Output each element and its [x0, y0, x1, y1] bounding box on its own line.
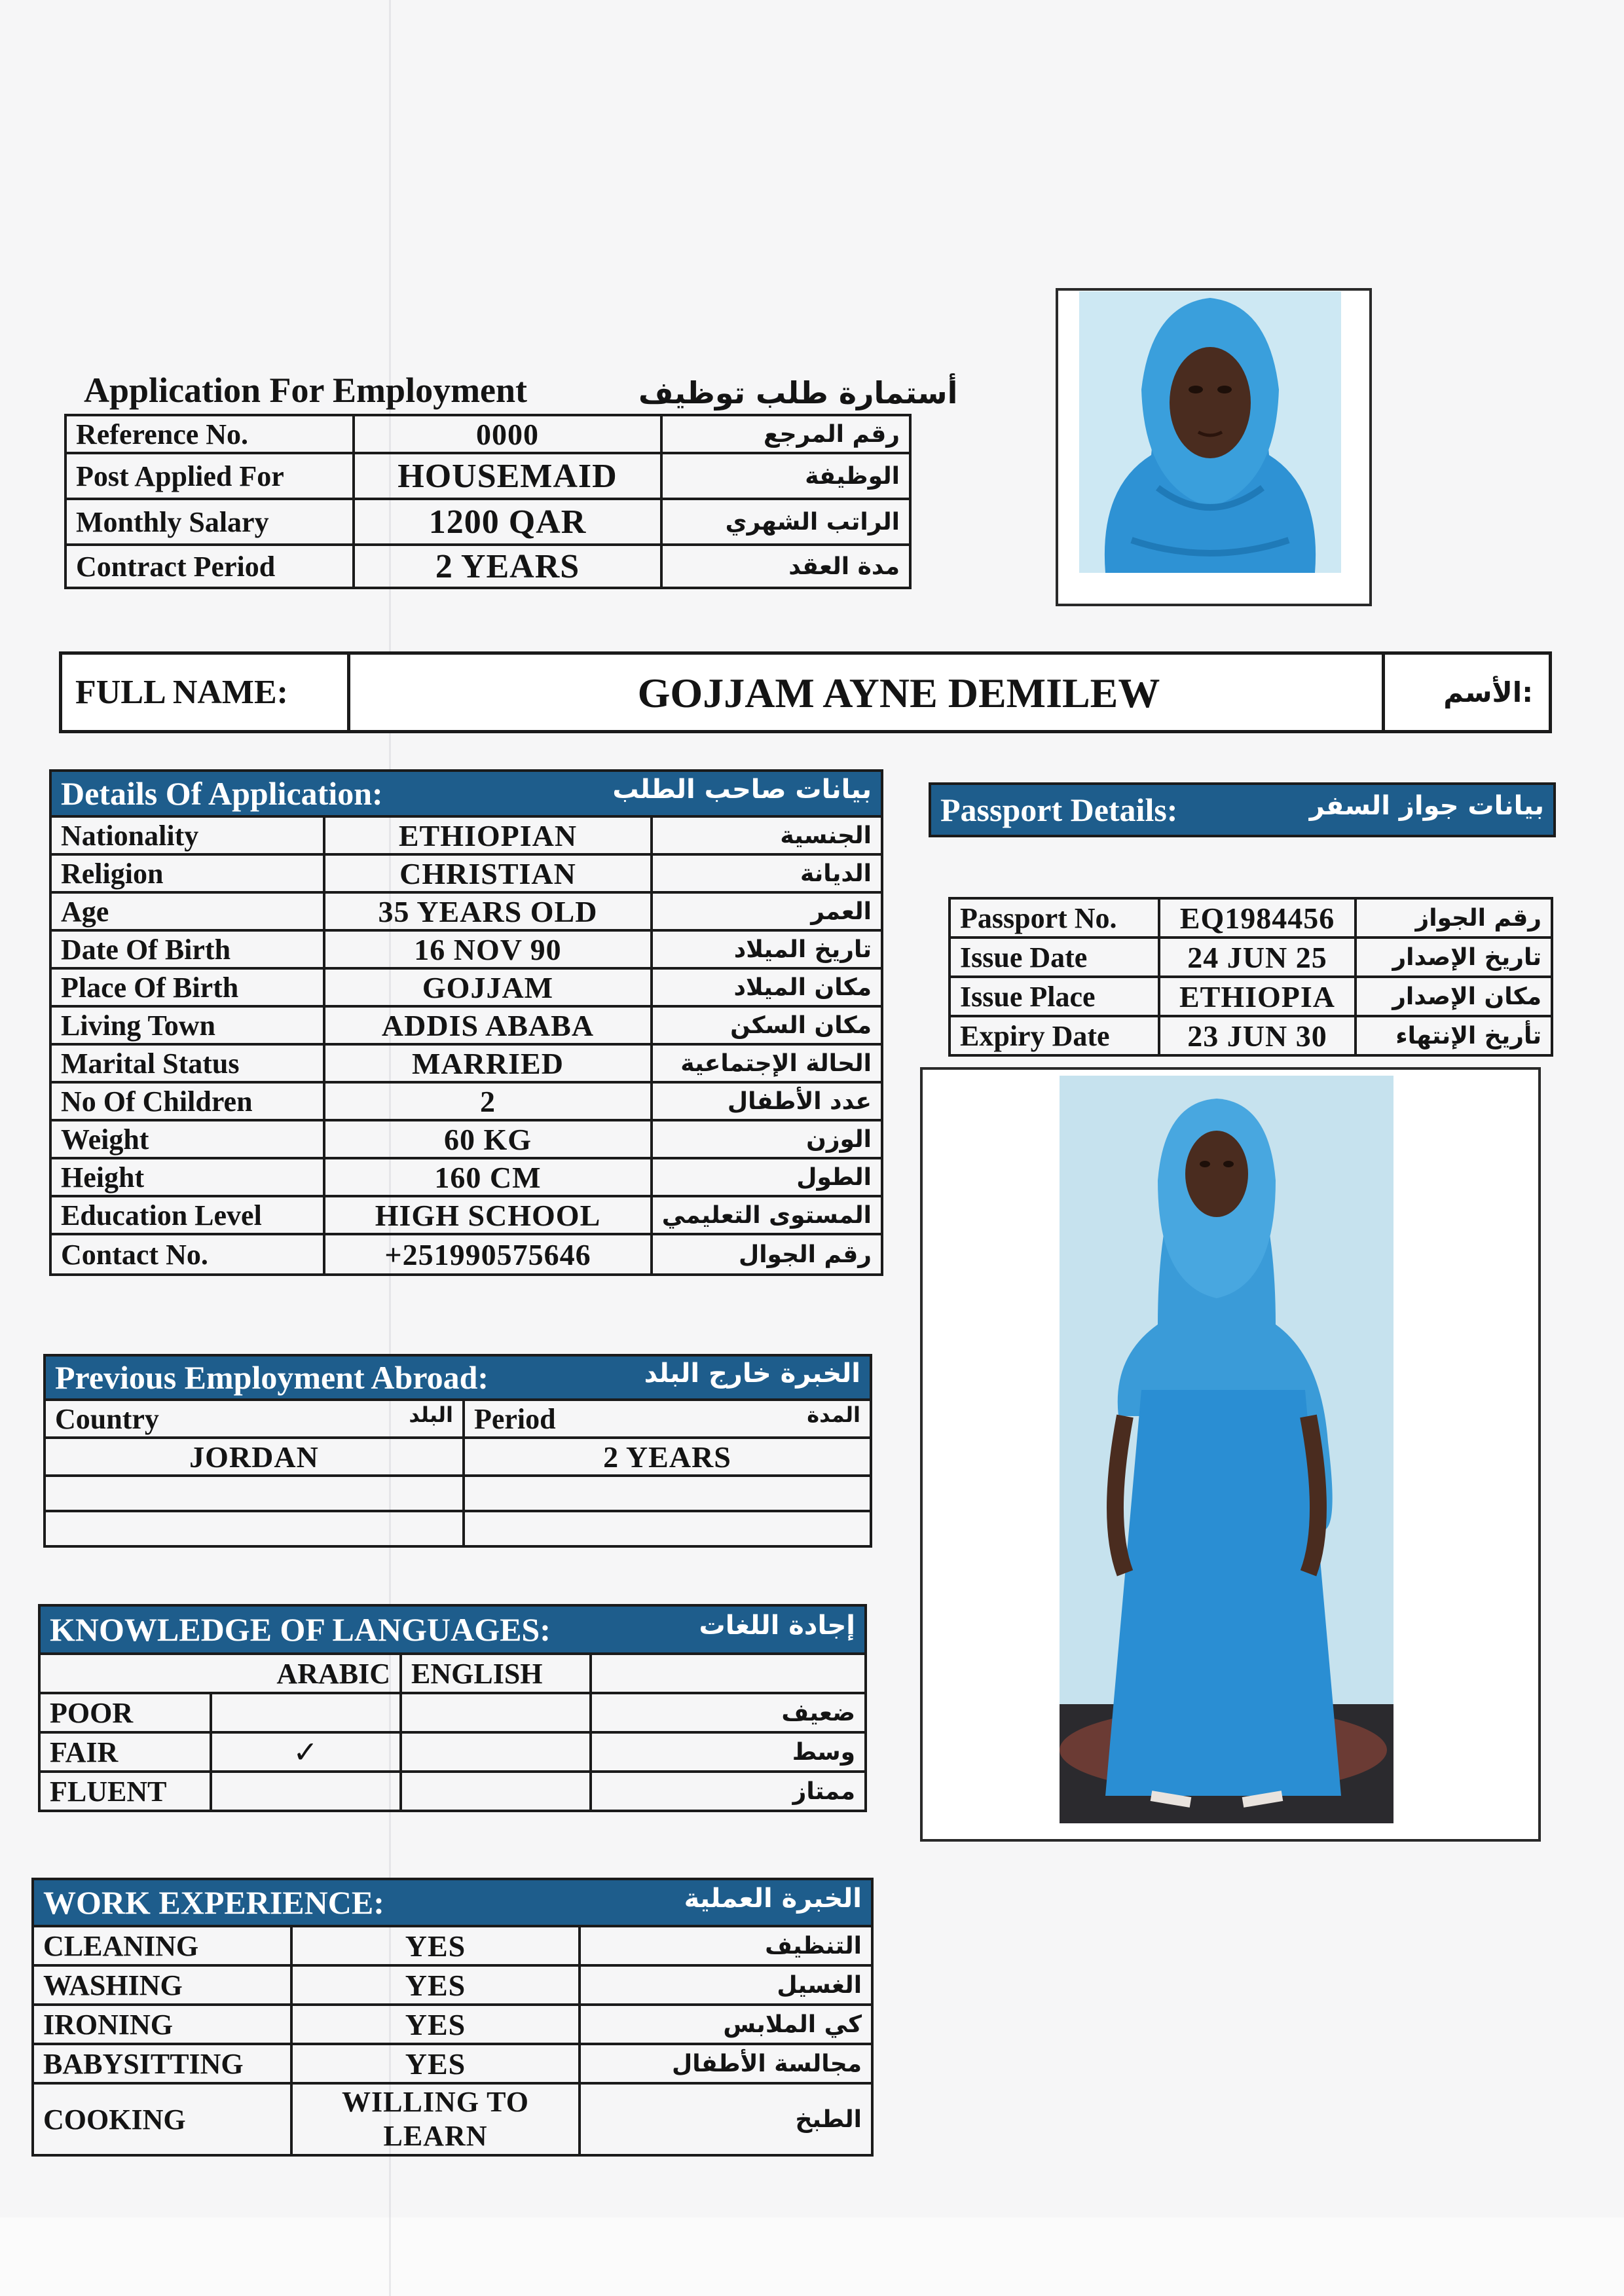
- table-row: [50, 1006, 882, 1044]
- arabic-fluent-checkbox: [211, 1772, 401, 1811]
- previous-employment-title-ar: الخبرة خارج البلد: [644, 1358, 860, 1389]
- country-header-label: Country: [55, 1402, 159, 1435]
- reference-label: Reference No.: [65, 415, 354, 453]
- arabic-fair-checkmark: ✓: [211, 1732, 401, 1772]
- table-row: [50, 930, 882, 968]
- arabic-column-header: ARABIC: [211, 1654, 401, 1693]
- expiry-date-value: 23 JUN 30: [1159, 1016, 1356, 1055]
- table-row: [950, 938, 1552, 977]
- living-town-label: Living Town: [50, 1006, 324, 1044]
- passport-no-label: Passport No.: [950, 898, 1159, 938]
- babysitting-label: BABYSITTING: [33, 2044, 291, 2083]
- issue-date-value: 24 JUN 25: [1159, 938, 1356, 977]
- english-poor-checkbox: [401, 1693, 591, 1732]
- cooking-value: WILLING TO LEARN: [291, 2083, 580, 2155]
- religion-value: CHRISTIAN: [324, 854, 652, 892]
- age-label: Age: [50, 892, 324, 930]
- contract-label-ar: مدة العقد: [661, 545, 910, 588]
- top-info-table: [64, 414, 912, 589]
- marital-status-label-ar: الحالة الإجتماعية: [652, 1044, 882, 1082]
- passport-header: [929, 782, 1556, 837]
- weight-label: Weight: [50, 1120, 324, 1158]
- contract-value: 2 YEARS: [354, 545, 661, 588]
- post-value: HOUSEMAID: [354, 453, 661, 499]
- table-row: [45, 1438, 871, 1476]
- full-name-label: FULL NAME:: [62, 655, 350, 730]
- washing-label: WASHING: [33, 1965, 291, 2005]
- issue-place-label-ar: مكان الإصدار: [1356, 977, 1552, 1016]
- table-row: [50, 1082, 882, 1120]
- salary-label: Monthly Salary: [65, 499, 354, 545]
- table-row: [50, 1120, 882, 1158]
- form-title: Application For Employment: [84, 371, 528, 410]
- details-header: [50, 771, 882, 816]
- babysitting-label-ar: مجالسة الأطفال: [580, 2044, 872, 2083]
- english-fair-checkbox: [401, 1732, 591, 1772]
- cooking-label-ar: الطبخ: [580, 2083, 872, 2155]
- details-header-row: [50, 771, 882, 816]
- work-experience-title: WORK EXPERIENCE:: [43, 1884, 384, 1921]
- table-row: [950, 977, 1552, 1016]
- table-row: [65, 499, 910, 545]
- weight-value: 60 KG: [324, 1120, 652, 1158]
- level-poor-label-ar: ضعيف: [591, 1693, 866, 1732]
- table-row: [33, 2044, 872, 2083]
- previous-employment-title: Previous Employment Abroad:: [55, 1359, 489, 1396]
- washing-value: YES: [291, 1965, 580, 2005]
- work-experience-title-ar: الخبرة العملية: [684, 1884, 862, 1914]
- languages-header-row: [39, 1605, 866, 1654]
- form-title-arabic: أستمارة طلب توظيف: [638, 375, 958, 410]
- living-town-label-ar: مكان السكن: [652, 1006, 882, 1044]
- previous-employment-header: [45, 1355, 871, 1400]
- details-header-title: Details Of Application:: [61, 775, 383, 812]
- passport-no-value: EQ1984456: [1159, 898, 1356, 938]
- table-row: [50, 1044, 882, 1082]
- table-row: [33, 1926, 872, 1965]
- empty-cell: [39, 1654, 211, 1693]
- portrait-photo: [1079, 291, 1341, 573]
- cooking-label: COOKING: [33, 2083, 291, 2155]
- table-row: [950, 1016, 1552, 1055]
- expiry-date-label-ar: تأريخ الإنتهاء: [1356, 1016, 1552, 1055]
- cleaning-value: YES: [291, 1926, 580, 1965]
- age-label-ar: العمر: [652, 892, 882, 930]
- contract-label: Contract Period: [65, 545, 354, 588]
- period-column-header: [464, 1400, 871, 1438]
- place-of-birth-label: Place Of Birth: [50, 968, 324, 1006]
- table-row: [50, 1234, 882, 1275]
- table-row: [65, 453, 910, 499]
- full-name-label-ar: الأسم:: [1382, 655, 1549, 730]
- salary-value: 1200 QAR: [354, 499, 661, 545]
- table-row: [50, 816, 882, 854]
- post-label-ar: الوظيفة: [661, 453, 910, 499]
- salary-label-ar: الراتب الشهري: [661, 499, 910, 545]
- table-row: [33, 2005, 872, 2044]
- period-header-label-ar: المدة: [807, 1402, 860, 1427]
- contact-label-ar: رقم الجوال: [652, 1234, 882, 1275]
- living-town-value: ADDIS ABABA: [324, 1006, 652, 1044]
- table-row: [65, 545, 910, 588]
- employment-period: [464, 1476, 871, 1511]
- table-row: [45, 1511, 871, 1546]
- passport-table: [948, 897, 1553, 1057]
- nationality-value: ETHIOPIAN: [324, 816, 652, 854]
- expiry-date-label: Expiry Date: [950, 1016, 1159, 1055]
- weight-label-ar: الوزن: [652, 1120, 882, 1158]
- place-of-birth-value: GOJJAM: [324, 968, 652, 1006]
- employment-country: [45, 1476, 464, 1511]
- full-body-photo: [1060, 1076, 1393, 1823]
- table-row: [50, 854, 882, 892]
- place-of-birth-label-ar: مكان الميلاد: [652, 968, 882, 1006]
- level-fair-label-ar: وسط: [591, 1732, 866, 1772]
- table-row: [50, 892, 882, 930]
- employment-country: [45, 1511, 464, 1546]
- education-value: HIGH SCHOOL: [324, 1196, 652, 1234]
- english-fluent-checkbox: [401, 1772, 591, 1811]
- work-experience-header-row: [33, 1879, 872, 1926]
- children-value: 2: [324, 1082, 652, 1120]
- level-fluent-label-ar: ممتاز: [591, 1772, 866, 1811]
- languages-table: [38, 1604, 867, 1812]
- table-row: [45, 1476, 871, 1511]
- table-row: [39, 1693, 866, 1732]
- marital-status-label: Marital Status: [50, 1044, 324, 1082]
- full-body-photo-image: [1060, 1076, 1393, 1823]
- dob-value: 16 NOV 90: [324, 930, 652, 968]
- issue-place-label: Issue Place: [950, 977, 1159, 1016]
- height-label-ar: الطول: [652, 1158, 882, 1196]
- table-row: [33, 1965, 872, 2005]
- empty-cell: [591, 1654, 866, 1693]
- previous-employment-table: [43, 1354, 872, 1548]
- marital-status-value: MARRIED: [324, 1044, 652, 1082]
- table-row: [33, 2083, 872, 2155]
- education-label-ar: المستوى التعليمي: [652, 1196, 882, 1234]
- cleaning-label-ar: التنظيف: [580, 1926, 872, 1965]
- table-row: [39, 1732, 866, 1772]
- country-header-label-ar: البلد: [409, 1402, 453, 1427]
- dob-label: Date Of Birth: [50, 930, 324, 968]
- washing-label-ar: الغسيل: [580, 1965, 872, 2005]
- contact-label: Contact No.: [50, 1234, 324, 1275]
- full-name-box: [59, 651, 1552, 733]
- reference-value: 0000: [354, 415, 661, 453]
- issue-date-label: Issue Date: [950, 938, 1159, 977]
- height-value: 160 CM: [324, 1158, 652, 1196]
- ironing-value: YES: [291, 2005, 580, 2044]
- details-table: [49, 769, 883, 1276]
- passport-header-title-ar: بيانات جواز السفر: [1309, 791, 1544, 821]
- table-row: [50, 1196, 882, 1234]
- contact-value: +251990575646: [324, 1234, 652, 1275]
- details-header-title-ar: بيانات صاحب الطلب: [612, 774, 872, 805]
- reference-label-ar: رقم المرجع: [661, 415, 910, 453]
- children-label: No Of Children: [50, 1082, 324, 1120]
- work-experience-header: [33, 1879, 872, 1926]
- previous-employment-header-row: [45, 1355, 871, 1400]
- table-row: [65, 415, 910, 453]
- passport-header-cell: [930, 784, 1555, 836]
- babysitting-value: YES: [291, 2044, 580, 2083]
- arabic-poor-checkbox: [211, 1693, 401, 1732]
- table-row: [950, 898, 1552, 938]
- ironing-label: IRONING: [33, 2005, 291, 2044]
- children-label-ar: عدد الأطفال: [652, 1082, 882, 1120]
- period-header-label: Period: [474, 1402, 556, 1435]
- level-fair-label: FAIR: [39, 1732, 211, 1772]
- languages-header: [39, 1605, 866, 1654]
- nationality-label-ar: الجنسية: [652, 816, 882, 854]
- education-label: Education Level: [50, 1196, 324, 1234]
- post-label: Post Applied For: [65, 453, 354, 499]
- table-row: [45, 1400, 871, 1438]
- english-column-header: ENGLISH: [401, 1654, 591, 1693]
- employment-period: 2 YEARS: [464, 1438, 871, 1476]
- passport-no-label-ar: رقم الجواز: [1356, 898, 1552, 938]
- dob-label-ar: تاريخ الميلاد: [652, 930, 882, 968]
- passport-header-title: Passport Details:: [940, 792, 1178, 828]
- country-column-header: [45, 1400, 464, 1438]
- table-row: [39, 1772, 866, 1811]
- work-experience-table: [31, 1878, 874, 2157]
- level-poor-label: POOR: [39, 1693, 211, 1732]
- religion-label: Religion: [50, 854, 324, 892]
- table-row: [39, 1654, 866, 1693]
- level-fluent-label: FLUENT: [39, 1772, 211, 1811]
- issue-date-label-ar: تاريخ الإصدار: [1356, 938, 1552, 977]
- table-row: [50, 968, 882, 1006]
- table-row: [50, 1158, 882, 1196]
- ironing-label-ar: كي الملابس: [580, 2005, 872, 2044]
- nationality-label: Nationality: [50, 816, 324, 854]
- full-name-value: GOJJAM AYNE DEMILEW: [637, 670, 1160, 716]
- languages-title: KNOWLEDGE OF LANGUAGES:: [50, 1611, 551, 1648]
- cleaning-label: CLEANING: [33, 1926, 291, 1965]
- issue-place-value: ETHIOPIA: [1159, 977, 1356, 1016]
- employment-country: JORDAN: [45, 1438, 464, 1476]
- portrait-photo-image: [1079, 291, 1341, 573]
- languages-title-ar: إجادة اللغات: [699, 1611, 856, 1641]
- religion-label-ar: الديانة: [652, 854, 882, 892]
- employment-period: [464, 1511, 871, 1546]
- age-value: 35 YEARS OLD: [324, 892, 652, 930]
- height-label: Height: [50, 1158, 324, 1196]
